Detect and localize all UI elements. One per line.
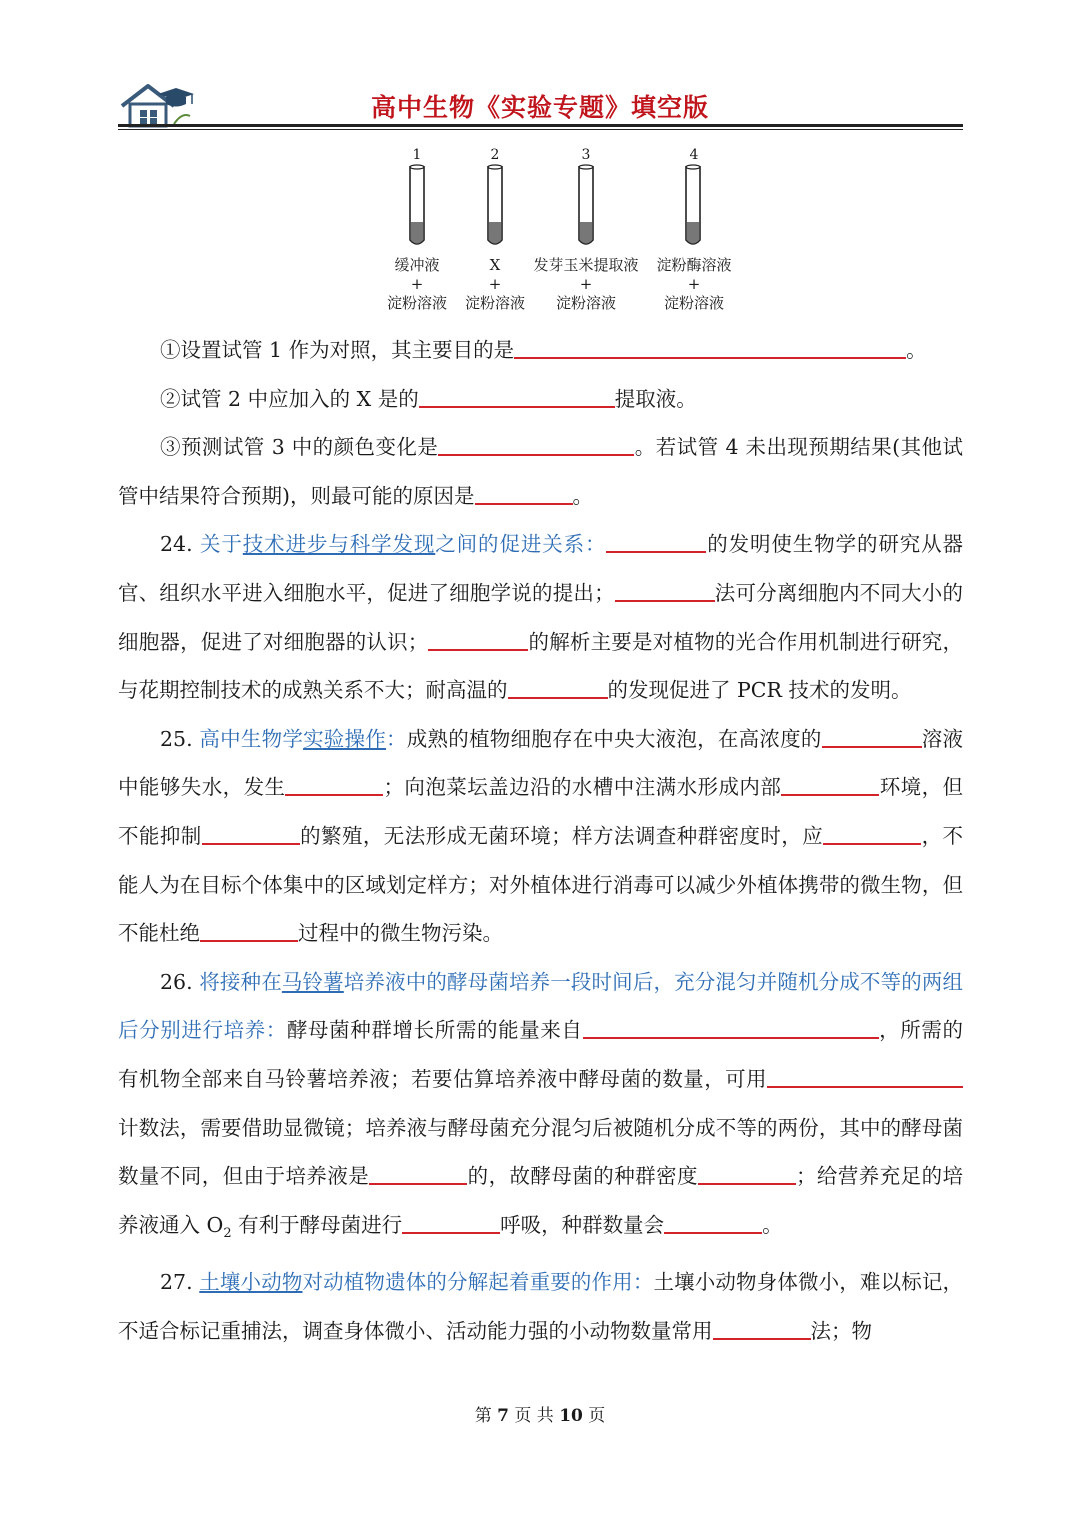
tube-number: 2: [490, 147, 500, 163]
worksheet-body: [118, 326, 963, 1356]
tube-2: [458, 142, 532, 320]
question-number: 24.: [160, 532, 201, 557]
question-25: 25. 高中生物学实验操作：成熟的植物细胞存在中央大液泡，在高浓度的 溶液中能够失水，发生 ；向泡菜坛盖边沿的水槽中注满水形成内部 环境，但不能抑制 的繁殖，无法形成无菌环境；样方法调查种群密度时，应 ，不能人为在目标个体集中的区域划定样方；对外植体进行消毒可以减少外植体携带的微生物，但不能杜绝 过程中的微生物污染。: [118, 715, 963, 958]
tube-label-line1: X: [489, 256, 501, 274]
tube-3: [528, 142, 644, 320]
answer-blank[interactable]: [200, 918, 298, 942]
question-26: 26. 将接种在马铃薯培养液中的酵母菌培养一段时间后，充分混匀并随机分成不等的两组后分别进行培养：酵母菌种群增长所需的能量来自 ，所需的有机物全部来自马铃薯培养液；若要估算培养液中酵母菌的数量，可用计数法，需要借助显微镜；培养液与酵母菌充分混匀后被随机分成不等的两份，其中的酵母菌数量不同，但由于培养液是 的，故酵母菌的种群密度 ；给营养充足的培养液通入 $O_2$ 有利于酵母菌进行 呼吸，种群数量会 。: [118, 969, 964, 1241]
tube-label-plus: +: [579, 275, 593, 293]
q23-item-2: ②试管 2 中应加入的 X 是的 提取液。: [118, 375, 963, 424]
page-footer: 第 7 页 共 10 页: [474, 1406, 606, 1426]
tube-label-line1: 淀粉酶溶液: [656, 256, 732, 274]
tube-label-line2: 淀粉溶液: [555, 294, 616, 312]
answer-blank[interactable]: [514, 335, 906, 359]
tube-label-line1: 缓冲液: [394, 256, 440, 274]
answer-blank[interactable]: [767, 1064, 963, 1088]
answer-blank[interactable]: [202, 821, 300, 845]
tube-label-plus: +: [687, 275, 701, 293]
tube-number: 3: [581, 147, 591, 163]
topic-link[interactable]: 土壤小动物: [199, 1270, 303, 1295]
test-tube-icon: [408, 164, 426, 250]
answer-blank[interactable]: [781, 772, 879, 796]
total-pages: 10: [559, 1406, 583, 1426]
header-rule-thin: [118, 129, 963, 130]
answer-blank[interactable]: [438, 432, 634, 456]
test-tube-figure: [380, 142, 740, 320]
answer-blank[interactable]: [475, 481, 573, 505]
answer-blank[interactable]: [822, 724, 922, 748]
tube-label-plus: +: [410, 275, 424, 293]
answer-blank[interactable]: [583, 1015, 879, 1039]
answer-blank[interactable]: [428, 627, 528, 651]
tube-label-line2: 淀粉溶液: [386, 294, 447, 312]
test-tube-icon: [486, 164, 504, 250]
tube-label-line2: 淀粉溶液: [464, 294, 525, 312]
tube-label-line2: 淀粉溶液: [663, 294, 724, 312]
q23-item-1: ①设置试管 1 作为对照，其主要目的是 。: [118, 326, 963, 375]
current-page: 7: [497, 1406, 509, 1426]
answer-blank[interactable]: [285, 772, 383, 796]
question-27: 27. 土壤小动物对动植物遗体的分解起着重要的作用：土壤小动物身体微小，难以标记，不适合标记重捕法，调查身体微小、活动能力强的小动物数量常用 法；物: [118, 1270, 964, 1343]
answer-blank[interactable]: [823, 821, 921, 845]
topic-link[interactable]: 实验操作: [303, 726, 387, 751]
q23-item-3: ③预测试管 3 中的颜色变化是 。若试管 4 未出现预期结果(其他试管中结果符合预期)，则最可能的原因是 。: [118, 423, 963, 520]
page-title: 高中生物《实验专题》填空版: [370, 93, 709, 122]
answer-blank[interactable]: [664, 1210, 762, 1234]
answer-blank[interactable]: [402, 1210, 500, 1234]
question-number: 26.: [160, 969, 200, 994]
test-tube-icon: [684, 164, 702, 250]
answer-blank[interactable]: [713, 1316, 811, 1340]
tube-label-plus: +: [488, 275, 502, 293]
question-24: 24. 关于技术进步与科学发现之间的促进关系： 的发明使生物学的研究从器官、组织水平进入细胞水平，促进了细胞学说的提出； 法可分离细胞内不同大小的细胞器，促进了对细胞器的认识； 的解析主要是对植物的光合作用机制进行研究，与花期控制技术的成熟关系不大；耐高温的 的发现促进了 PCR 技术的发明。: [118, 520, 963, 714]
tube-1: [380, 142, 454, 320]
answer-blank[interactable]: [369, 1161, 467, 1185]
answer-blank[interactable]: [615, 578, 715, 602]
tube-label-line1: 发芽玉米提取液: [533, 256, 639, 274]
answer-blank[interactable]: [606, 529, 706, 553]
tube-number: 1: [412, 147, 422, 163]
question-number: 25.: [160, 726, 200, 751]
answer-blank[interactable]: [508, 675, 608, 699]
header-rule-thick: [118, 124, 963, 127]
topic-link[interactable]: 马铃薯: [281, 969, 344, 994]
answer-blank[interactable]: [419, 384, 615, 408]
answer-blank[interactable]: [698, 1161, 796, 1185]
tube-4: [648, 142, 740, 320]
tube-number: 4: [689, 147, 699, 163]
topic-link[interactable]: 技术进步与科学发现: [242, 532, 436, 557]
test-tube-icon: [577, 164, 595, 250]
question-number: 27.: [160, 1270, 200, 1295]
